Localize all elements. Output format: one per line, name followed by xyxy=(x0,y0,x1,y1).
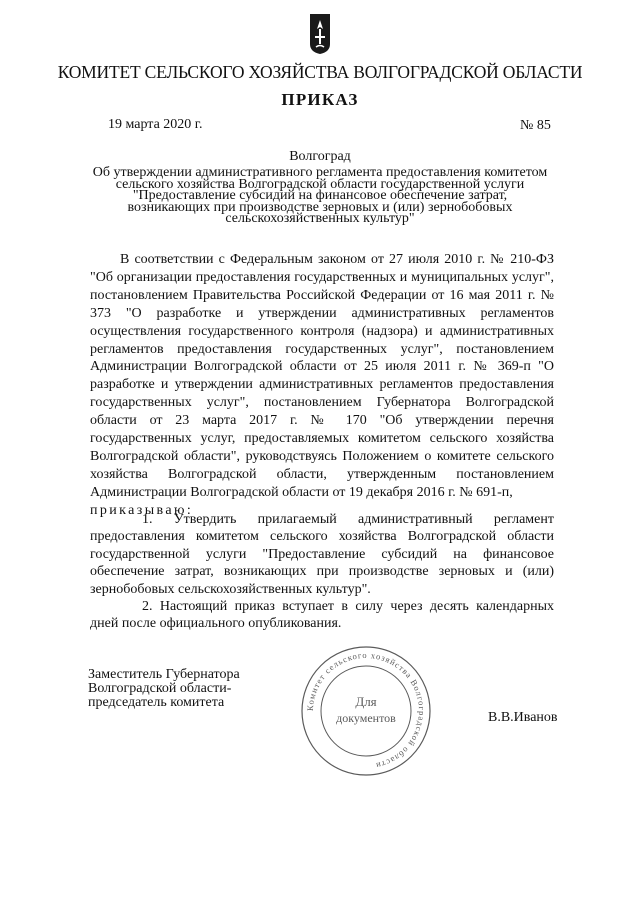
order-item-1 xyxy=(90,511,554,598)
order-item-1-text: 1. Утвердить прилагаемый административный регламент предоставления комитетом сельского хозяйства Волгоградской области государственной услуги "Предоставление субсидий на финансовое обеспечение затрат, возникающих при производстве зерновых и (или) зернобобовых сельскохозяйственных культур". xyxy=(90,512,554,597)
seal-center-line: документов xyxy=(336,711,396,725)
signer-position xyxy=(88,668,240,710)
document-date: 19 марта 2020 г. xyxy=(108,117,203,132)
document-subject xyxy=(80,167,560,225)
subject-line: "Предоставление субсидий на финансовое обеспечение затрат, xyxy=(132,188,508,204)
coat-of-arms-icon xyxy=(310,14,330,54)
document-city: Волгоград xyxy=(289,149,351,164)
seal-center-line: Для xyxy=(355,694,377,709)
subject-line: Об утверждении административного регламента предоставления комитетом xyxy=(92,165,548,180)
order-item-2-text: 2. Настоящий приказ вступает в силу через десять календарных дней после официального опубликования. xyxy=(90,599,554,632)
document-type: ПРИКАЗ xyxy=(281,90,359,109)
seal-ring-path: Комитет сельского хозяйства Волгоградской области xyxy=(304,649,428,772)
organization-title: КОМИТЕТ СЕЛЬСКОГО ХОЗЯЙСТВА ВОЛГОГРАДСКОЙ ОБЛАСТИ xyxy=(57,62,583,82)
preamble-text: В соответствии с Федеральным законом от 27 июля 2010 г. № 210-ФЗ "Об организации предоставления государственных и муниципальных услуг", постановлением Правительства Российской Федерации от 16 мая 2011 г. № 373 "О разработке и утверждении административных регламентов осуществления государственного контроля (надзора) и административных регламентов предоставления государственных услуг", постановлением Администрации Волгоградской области от 25 июля 2011 г. № 369-п "О разработке и утверждении административных регламентов предоставления государственных услуг", постановлением Губернатора Волгоградской области от 23 марта 2017 г. № 170 "Об утверждении перечня государственных услуг, предоставляемых комитетом сельского хозяйства Волгоградской области", руководствуясь Положением о комитете сельского хозяйства Волгоградской области, утвержденным постановлением Администрации Волгоградской области от 19 декабря 2016 г. № 691-п, xyxy=(90,252,554,500)
document-number: № 85 xyxy=(520,118,551,133)
official-seal xyxy=(298,643,434,779)
signer-name: В.В.Иванов xyxy=(488,710,558,725)
order-word: приказываю: xyxy=(90,502,194,518)
signer-position-line: Заместитель Губернатора xyxy=(88,667,240,682)
subject-line: сельского хозяйства Волгоградской области государственной услуги xyxy=(115,176,525,192)
order-item-2 xyxy=(90,598,554,633)
preamble-paragraph xyxy=(90,251,554,520)
signer-position-line: Волгоградской области- xyxy=(88,681,232,696)
signer-position-line: председатель комитета xyxy=(88,695,225,710)
subject-line: возникающих при производстве зерновых и (или) зернобобовых xyxy=(127,199,513,215)
subject-line: сельскохозяйственных культур" xyxy=(225,211,415,227)
